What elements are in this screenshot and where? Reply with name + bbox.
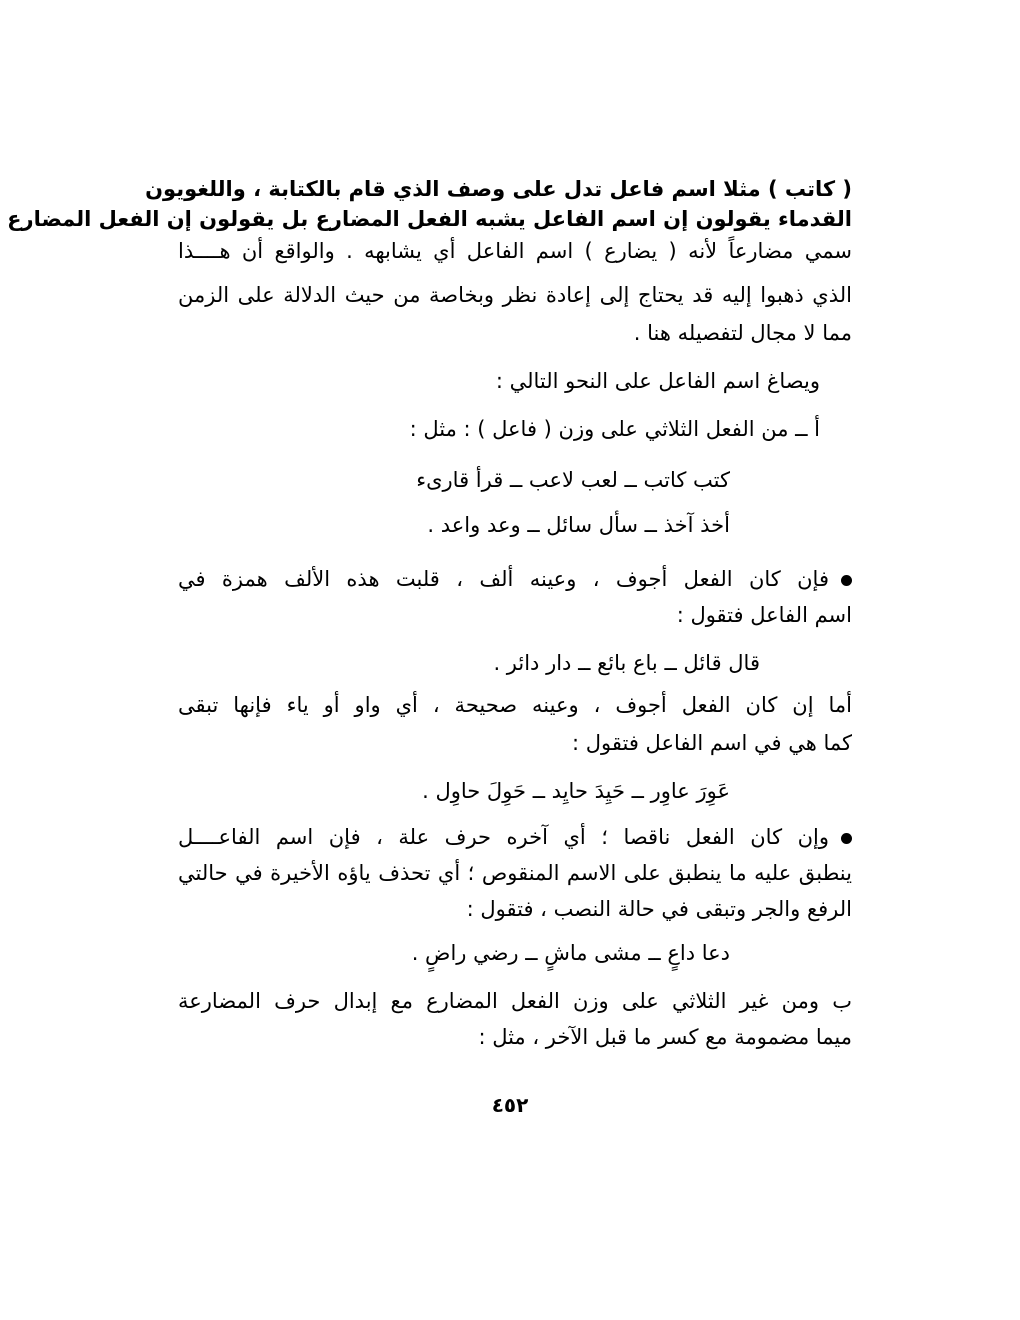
rule-defective-line-2: ينطبق عليه ما ينطبق على الاسم المنقوص ؛ أي تحذف ياؤه الأخيرة في حالتي bbox=[178, 861, 852, 885]
rule-hollow-alif-line-1 bbox=[178, 564, 852, 594]
rule-defective-line-3: الرفع والجر وتبقى في حالة النصب ، فتقول : bbox=[466, 897, 852, 921]
rule-defective-example: دعا داعٍ ــ مشى ماشٍ ــ رضي راضٍ . bbox=[411, 941, 730, 965]
paragraph-1-line-2: القدماء يقولون إن اسم الفاعل يشبه الفعل المضارع بل يقولون إن الفعل المضارع bbox=[7, 207, 852, 231]
section-b-line-2: ميما مضمومة مع كسر ما قبل الآخر ، مثل : bbox=[478, 1025, 852, 1049]
rule-hollow-alif-text: فإن كان الفعل أجوف ، وعينه ألف ، قلبت هذه الألف همزة في bbox=[178, 567, 829, 591]
section-a-example-2: أخذ آخذ ــ سأل سائل ــ وعد واعد . bbox=[427, 513, 730, 537]
bullet-icon bbox=[841, 575, 852, 586]
section-a-heading: أ ــ من الفعل الثلاثي على وزن ( فاعل ) : مثل : bbox=[409, 417, 820, 441]
rule-hollow-sound-example: عَوِرَ عاوِر ــ حَيِدَ حايِد ــ حَوِلَ حاوِل . bbox=[422, 779, 730, 803]
rule-hollow-alif-line-2: اسم الفاعل فتقول : bbox=[676, 603, 852, 627]
section-a-example-1: كتب كاتب ــ لعب لاعب ــ قرأ قارىء bbox=[416, 468, 730, 492]
page-number: ٤٥٢ bbox=[491, 1093, 529, 1117]
bullet-icon bbox=[841, 833, 852, 844]
rule-hollow-sound-line-2: كما هي في اسم الفاعل فتقول : bbox=[572, 731, 852, 755]
section-b-line-1: ب ومن غير الثلاثي على وزن الفعل المضارع مع إبدال حرف المضارعة bbox=[178, 989, 852, 1013]
rule-hollow-alif-example: قال قائل ــ باع بائع ــ دار دائر . bbox=[493, 651, 760, 675]
rule-defective-line-1 bbox=[178, 822, 852, 852]
paragraph-1-line-3: سمي مضارعاً لأنه ( يضارع ) اسم الفاعل أي يشابهه . والواقع أن هــــذا bbox=[178, 239, 852, 263]
paragraph-1-line-4: الذي ذهبوا إليه قد يحتاج إلى إعادة نظر وبخاصة من حيث الدلالة على الزمن bbox=[178, 283, 852, 307]
rule-hollow-sound-line-1: أما إن كان الفعل أجوف ، وعينه صحيحة ، أي واو أو ياء فإنها تبقى bbox=[178, 693, 852, 717]
rule-defective-text: وإن كان الفعل ناقصا ؛ أي آخره حرف علة ، فإن اسم الفاعــــل bbox=[178, 825, 829, 849]
paragraph-1-line-1: ( كاتب ) مثلا اسم فاعل تدل على وصف الذي قام بالكتابة ، واللغويون bbox=[145, 177, 852, 201]
intro-line: ويصاغ اسم الفاعل على النحو التالي : bbox=[495, 369, 820, 393]
paragraph-1-line-5: مما لا مجال لتفصيله هنا . bbox=[633, 321, 852, 345]
